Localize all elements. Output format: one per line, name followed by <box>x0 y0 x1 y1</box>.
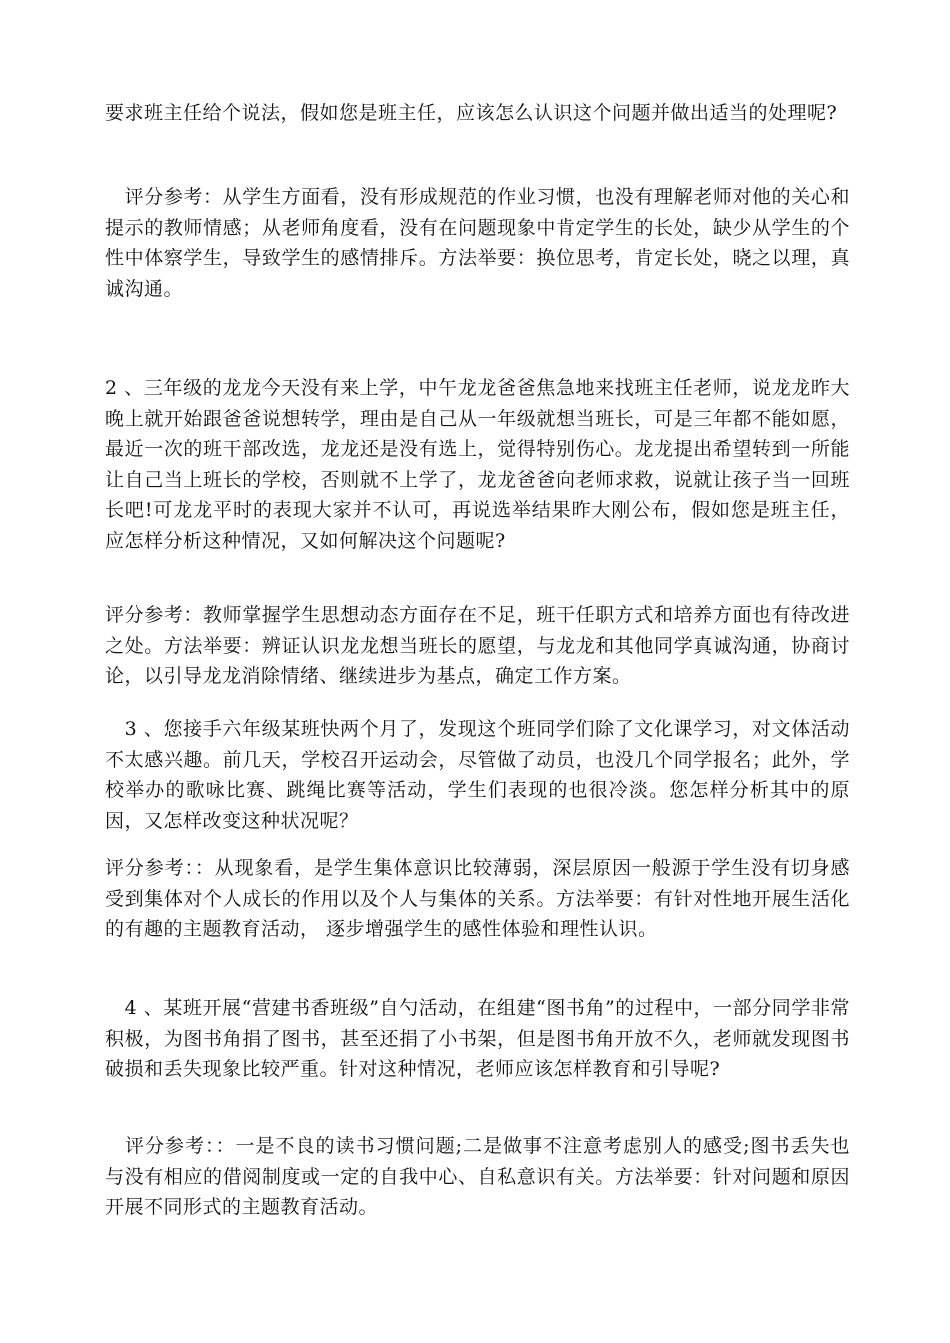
paragraph-question-1-ending: 要求班主任给个说法，假如您是班主任，应该怎么认识这个问题并做出适当的处理呢? <box>105 102 838 124</box>
paragraph-question-2: 2 、三年级的龙龙今天没有来上学，中午龙龙爸爸焦急地来找班主任老师，说龙龙昨大晚上就开始跟爸爸说想转学，理由是自己从一年级就想当班长，可是三年都不能如愿，最近一次的班干部改选，龙龙还是没有选上，觉得特别伤心。龙龙提出希望转到一所能让自己当上班长的学校，否则就不上学了，龙龙爸爸向老师求救，说就让孩子当一回班长吧!可龙龙平时的表现大家并不认可，再说选举结果昨大刚公布，假如您是班主任，应怎样分析这种情况，又如何解决这个问题呢? <box>105 377 850 552</box>
paragraph-question-3: 3 、您接手六年级某班快两个月了，发现这个班同学们除了文化课学习，对文体活动不太感兴趣。前几天，学校召开运动会，尽管做了动员，也没几个同学报名；此外，学校举办的歌咏比赛、跳绳比赛等活动，学生们表现的也很冷淡。您怎样分析其中的原因，又怎样改变这种状况呢？ <box>105 718 850 832</box>
paragraph-question-4: 4 、某班开展“营建书香班级”自勺活动，在组建“图书角”的过程中，一部分同学非常积极，为图书角捐了图书，甚至还捐了小书架，但是图书角开放不久，老师就发现图书破损和丢失现象比较严重。针对这种情况，老师应该怎样教育和引导呢? <box>105 997 850 1081</box>
paragraph-answer-3: 评分参考：：从现象看，是学生集体意识比较薄弱，深层原因一般源于学生没有切身感受到集体对个人成长的作用以及个人与集体的关系。方法举要：有针对性地开展生活化的有趣的主题教育活动， 逐步增强学生的感性体验和理性认识。 <box>105 857 850 941</box>
paragraph-answer-4: 评分参考：：一是不良的读书习惯问题;二是做事不注意考虑别人的感受;图书丢失也与没有相应的借阅制度或一定的自我中心、自私意识有关。方法举要：针对问题和原因开展不同形式的主题教育活动。 <box>105 1135 850 1219</box>
paragraph-answer-2: 评分参考：教师掌握学生思想动态方面存在不足，班干任职方式和培养方面也有待改进之处。方法举要：辨证认识龙龙想当班长的愿望，与龙龙和其他同学真诚沟通，协商讨论，以引导龙龙消除情绪、继续进步为基点，确定工作方案。 <box>105 604 850 688</box>
paragraph-answer-1: 评分参考：从学生方面看，没有形成规范的作业习惯，也没有理解老师对他的关心和提示的教师情感；从老师角度看，没有在问题现象中肯定学生的长处，缺少从学生的个性中体察学生，导致学生的感情排斥。方法举要：换位思考，肯定长处，晓之以理，真诚沟通。 <box>105 186 850 300</box>
